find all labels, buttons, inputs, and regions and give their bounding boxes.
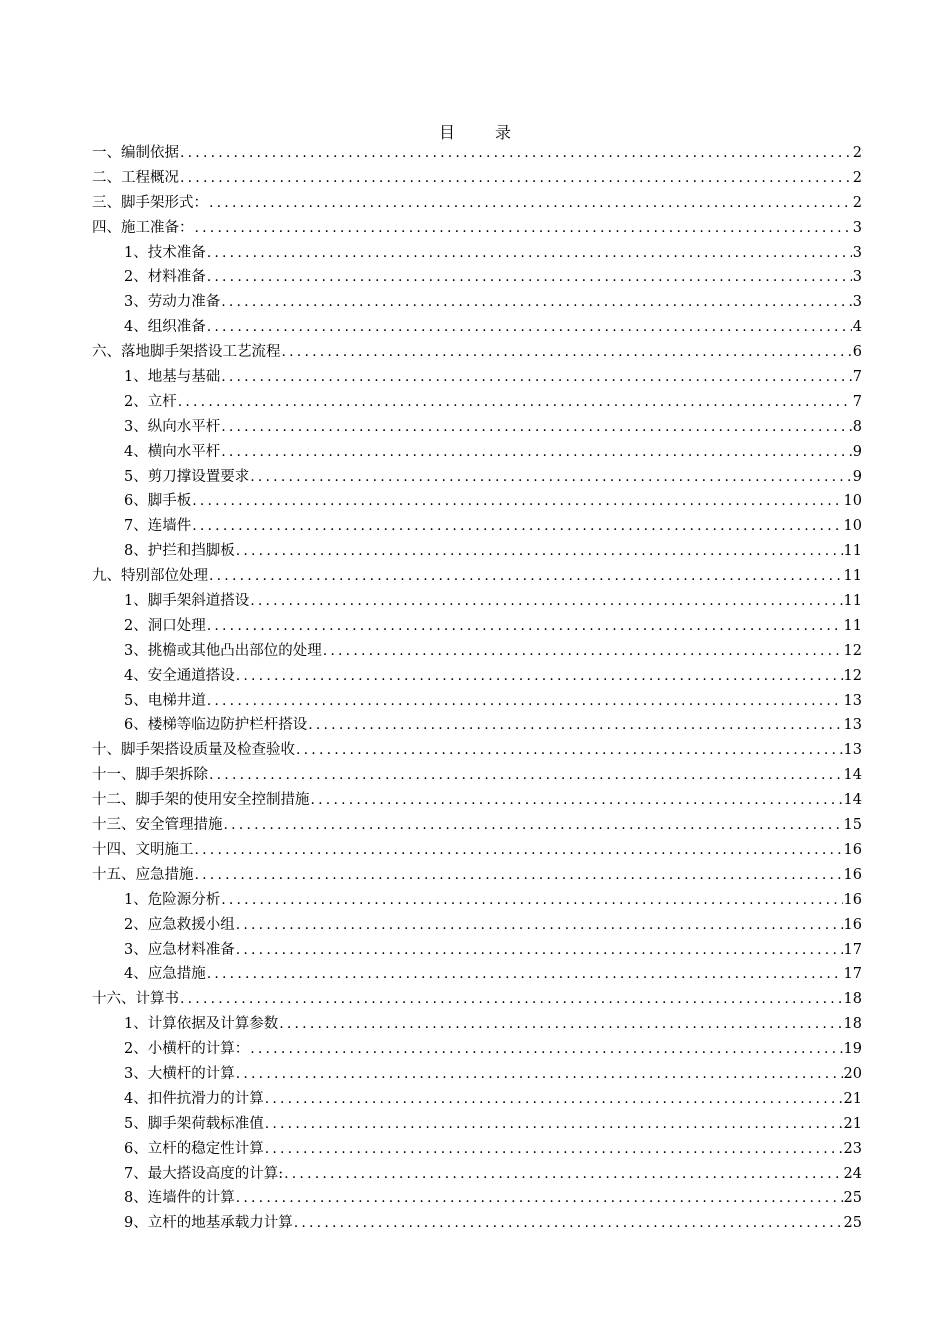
toc-entry-text: 5、电梯井道	[124, 692, 206, 709]
toc-entry[interactable]	[92, 340, 862, 365]
toc-page-number: 11	[843, 617, 862, 634]
toc-entry[interactable]	[92, 564, 862, 589]
toc-entry[interactable]	[92, 938, 862, 963]
toc-entry-text: 7、最大搭设高度的计算:	[124, 1165, 284, 1182]
toc-entry[interactable]	[92, 1211, 862, 1236]
toc-page-number: 25	[843, 1215, 862, 1232]
toc-entry-text: 四、施工准备：	[92, 219, 194, 236]
toc-page-number: 25	[843, 1190, 862, 1207]
toc-entry[interactable]	[92, 738, 862, 763]
toc-dot-leader	[195, 838, 843, 863]
toc-dot-leader	[236, 913, 843, 938]
toc-entry[interactable]	[92, 614, 862, 639]
toc-page-number: 17	[843, 966, 862, 983]
toc-entry-text: 十二、脚手架的使用安全控制措施	[92, 792, 310, 809]
toc-page-number: 12	[843, 667, 862, 684]
toc-dot-leader	[209, 564, 843, 589]
toc-page-number: 16	[843, 866, 862, 883]
toc-entry[interactable]	[92, 713, 862, 738]
toc-page-number: 7	[852, 369, 862, 386]
toc-entry-text: 十三、安全管理措施	[92, 817, 223, 834]
toc-dot-leader	[192, 489, 842, 514]
toc-entry-text: 2、小横杆的计算：	[124, 1041, 250, 1058]
toc-page-number: 3	[852, 294, 862, 311]
toc-entry[interactable]	[92, 265, 862, 290]
toc-entry-text: 3、大横杆的计算	[124, 1065, 235, 1082]
toc-page-number: 15	[843, 817, 862, 834]
toc-dot-leader	[236, 938, 843, 963]
toc-entry-text: 9、立杆的地基承载力计算	[124, 1215, 293, 1232]
toc-entry[interactable]	[92, 589, 862, 614]
toc-dot-leader	[180, 987, 843, 1012]
toc-dot-leader	[311, 788, 843, 813]
toc-entry-text: 2、材料准备	[124, 269, 206, 286]
toc-page-number: 23	[843, 1140, 862, 1157]
toc-page-number: 4	[852, 319, 862, 336]
toc-entry[interactable]	[92, 1037, 862, 1062]
table-of-contents	[92, 141, 862, 1236]
toc-entry-text: 4、扣件抗滑力的计算	[124, 1090, 264, 1107]
toc-entry-text: 6、立杆的稳定性计算	[124, 1140, 264, 1157]
toc-entry[interactable]	[92, 1137, 862, 1162]
toc-entry[interactable]	[92, 838, 862, 863]
toc-entry[interactable]	[92, 415, 862, 440]
toc-entry[interactable]	[92, 1012, 862, 1037]
toc-dot-leader	[207, 315, 852, 340]
toc-dot-leader	[209, 191, 852, 216]
toc-page-number: 6	[852, 344, 862, 361]
toc-page-number: 18	[843, 991, 862, 1008]
toc-entry[interactable]	[92, 913, 862, 938]
toc-dot-leader	[209, 763, 843, 788]
toc-dot-leader	[195, 863, 843, 888]
toc-page-number: 12	[843, 642, 862, 659]
toc-dot-leader	[282, 340, 852, 365]
toc-page-number: 19	[843, 1041, 862, 1058]
toc-dot-leader	[207, 689, 843, 714]
toc-dot-leader	[250, 1037, 842, 1062]
toc-page-number: 13	[843, 717, 862, 734]
toc-page-number: 16	[843, 841, 862, 858]
toc-page-number: 3	[852, 244, 862, 261]
toc-entry-text: 十一、脚手架拆除	[92, 767, 208, 784]
toc-entry[interactable]	[92, 290, 862, 315]
toc-entry-text: 5、脚手架荷载标准值	[124, 1115, 264, 1132]
toc-entry-text: 十六、计算书	[92, 991, 179, 1008]
toc-page-number: 10	[843, 518, 862, 535]
toc-dot-leader	[296, 738, 843, 763]
toc-page-number: 24	[843, 1165, 862, 1182]
toc-page-number: 13	[843, 692, 862, 709]
toc-page-number: 9	[852, 468, 862, 485]
toc-entry-text: 4、组织准备	[124, 319, 206, 336]
toc-entry-text: 3、挑檐或其他凸出部位的处理	[124, 642, 322, 659]
toc-entry-text: 1、危险源分析	[124, 891, 221, 908]
toc-entry[interactable]	[92, 1112, 862, 1137]
toc-dot-leader	[221, 365, 852, 390]
toc-entry[interactable]	[92, 1162, 862, 1187]
toc-entry-text: 十、脚手架搭设质量及检查验收	[92, 742, 295, 759]
toc-dot-leader	[180, 166, 852, 191]
toc-entry-text: 2、洞口处理	[124, 617, 206, 634]
toc-entry-text: 1、技术准备	[124, 244, 206, 261]
toc-dot-leader	[221, 888, 842, 913]
toc-entry-text: 十四、文明施工	[92, 841, 194, 858]
toc-dot-leader	[265, 1112, 843, 1137]
toc-entry[interactable]	[92, 813, 862, 838]
toc-entry-text: 3、应急材料准备	[124, 941, 235, 958]
toc-entry-text: 4、应急措施	[124, 966, 206, 983]
toc-entry[interactable]	[92, 440, 862, 465]
toc-entry[interactable]	[92, 539, 862, 564]
toc-page-number: 11	[843, 593, 862, 610]
toc-page-number: 21	[843, 1115, 862, 1132]
toc-page-number: 7	[852, 393, 862, 410]
toc-entry[interactable]	[92, 465, 862, 490]
toc-page-number: 10	[843, 493, 862, 510]
toc-page-number: 3	[852, 269, 862, 286]
toc-entry-text: 5、剪刀撑设置要求	[124, 468, 250, 485]
toc-dot-leader	[236, 1062, 843, 1087]
toc-dot-leader	[224, 813, 843, 838]
toc-page-number: 17	[843, 941, 862, 958]
toc-dot-leader	[207, 241, 852, 266]
toc-entry[interactable]	[92, 315, 862, 340]
toc-entry-text: 7、连墙件	[124, 518, 192, 535]
toc-dot-leader	[180, 141, 852, 166]
toc-entry[interactable]	[92, 664, 862, 689]
toc-entry-text: 六、落地脚手架搭设工艺流程	[92, 344, 281, 361]
toc-entry[interactable]	[92, 1062, 862, 1087]
toc-dot-leader	[250, 465, 852, 490]
toc-dot-leader	[250, 589, 842, 614]
toc-entry[interactable]	[92, 191, 862, 216]
toc-entry[interactable]	[92, 987, 862, 1012]
toc-entry[interactable]	[92, 489, 862, 514]
toc-dot-leader	[221, 440, 852, 465]
toc-page-number: 13	[843, 742, 862, 759]
toc-entry[interactable]	[92, 639, 862, 664]
toc-dot-leader	[192, 514, 842, 539]
toc-dot-leader	[323, 639, 843, 664]
toc-page-number: 9	[852, 443, 862, 460]
toc-entry-text: 2、应急救援小组	[124, 916, 235, 933]
toc-entry-text: 三、脚手架形式：	[92, 194, 208, 211]
toc-dot-leader	[221, 415, 852, 440]
toc-page-number: 14	[843, 792, 862, 809]
toc-page-number: 8	[852, 418, 862, 435]
toc-entry[interactable]	[92, 689, 862, 714]
toc-dot-leader	[221, 290, 852, 315]
toc-page-number: 16	[843, 891, 862, 908]
toc-entry-text: 6、楼梯等临边防护栏杆搭设	[124, 717, 308, 734]
toc-entry[interactable]	[92, 788, 862, 813]
toc-dot-leader	[265, 1137, 843, 1162]
toc-page-number: 2	[852, 145, 862, 161]
toc-dot-leader	[207, 962, 843, 987]
toc-entry-text: 一、编制依据	[92, 145, 179, 161]
toc-page-number: 14	[843, 767, 862, 784]
toc-entry[interactable]	[92, 216, 862, 241]
toc-dot-leader	[195, 216, 852, 241]
toc-entry[interactable]	[92, 390, 862, 415]
toc-title	[0, 120, 950, 143]
toc-entry-text: 2、立杆	[124, 393, 177, 410]
toc-entry-text: 1、脚手架斜道搭设	[124, 593, 250, 610]
toc-page-number: 21	[843, 1090, 862, 1107]
toc-page-number: 20	[843, 1065, 862, 1082]
toc-dot-leader	[236, 1186, 843, 1211]
toc-page-number: 16	[843, 916, 862, 933]
toc-dot-leader	[236, 664, 843, 689]
toc-entry[interactable]	[92, 141, 862, 166]
toc-entry-text: 二、工程概况	[92, 169, 179, 186]
toc-dot-leader	[207, 265, 852, 290]
toc-page-number: 11	[843, 543, 862, 560]
toc-entry-text: 3、纵向水平杆	[124, 418, 221, 435]
toc-entry-text: 3、劳动力准备	[124, 294, 221, 311]
toc-page-number: 2	[852, 194, 862, 211]
toc-entry-text: 1、地基与基础	[124, 369, 221, 386]
toc-page-number: 2	[852, 169, 862, 186]
toc-entry-text: 1、计算依据及计算参数	[124, 1016, 279, 1033]
toc-dot-leader	[178, 390, 852, 415]
toc-entry[interactable]	[92, 166, 862, 191]
toc-dot-leader	[265, 1087, 843, 1112]
toc-entry-text: 8、护拦和挡脚板	[124, 543, 235, 560]
toc-dot-leader	[294, 1211, 843, 1236]
toc-dot-leader	[279, 1012, 842, 1037]
toc-entry[interactable]	[92, 863, 862, 888]
toc-entry-text: 8、连墙件的计算	[124, 1190, 235, 1207]
toc-entry[interactable]	[92, 962, 862, 987]
toc-entry-text: 4、横向水平杆	[124, 443, 221, 460]
toc-page-number: 18	[843, 1016, 862, 1033]
toc-entry[interactable]	[92, 514, 862, 539]
toc-dot-leader	[284, 1162, 842, 1187]
toc-page-number: 11	[843, 568, 862, 585]
toc-dot-leader	[236, 539, 843, 564]
toc-dot-leader	[207, 614, 843, 639]
toc-page-number: 3	[852, 219, 862, 236]
toc-title-left: 目	[438, 123, 455, 142]
toc-entry-text: 十五、应急措施	[92, 866, 194, 883]
toc-entry-text: 九、特别部位处理	[92, 568, 208, 585]
toc-dot-leader	[308, 713, 842, 738]
toc-entry[interactable]	[92, 1087, 862, 1112]
toc-entry-text: 4、安全通道搭设	[124, 667, 235, 684]
toc-entry[interactable]	[92, 888, 862, 913]
toc-entry[interactable]	[92, 241, 862, 266]
toc-entry[interactable]	[92, 763, 862, 788]
toc-title-right: 录	[495, 123, 512, 142]
toc-entry[interactable]	[92, 365, 862, 390]
toc-entry-text: 6、脚手板	[124, 493, 192, 510]
toc-entry[interactable]	[92, 1186, 862, 1211]
